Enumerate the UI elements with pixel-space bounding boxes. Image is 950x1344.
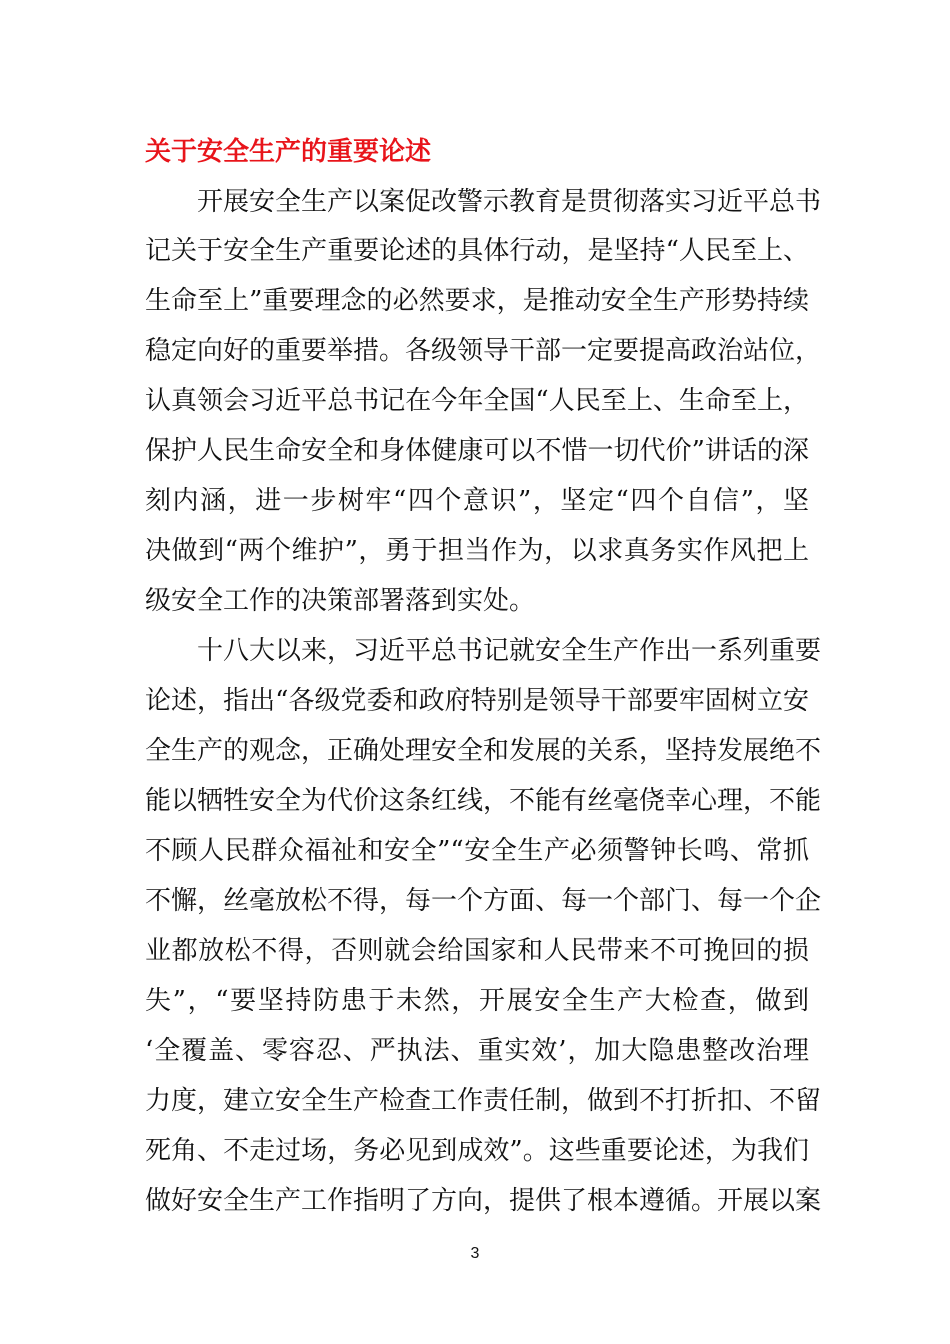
paragraph-2-line: 力度，建立安全生产检查工作责任制，做到不打折扣、不留	[145, 1086, 822, 1116]
paragraph-2-line: 失”，“要坚持防患于未然，开展安全生产大检查，做到	[145, 986, 809, 1016]
paragraph-2-line: 论述，指出“各级党委和政府特别是领导干部要牢固树立安	[145, 686, 809, 716]
paragraph-2-line: ‘全覆盖、零容忍、严执法、重实效’，加大隐患整改治理	[145, 1036, 809, 1066]
paragraph-1-line: 生命至上”重要理念的必然要求，是推动安全生产形势持续	[145, 286, 809, 316]
paragraph-1-line: 开展安全生产以案促改警示教育是贯彻落实习近平总书	[197, 187, 822, 217]
paragraph-1-line: 保护人民生命安全和身体健康可以不惜一切代价”讲话的深	[145, 436, 809, 466]
paragraph-2-line: 业都放松不得，否则就会给国家和人民带来不可挽回的损	[145, 936, 809, 966]
paragraph-2-line: 十八大以来，习近平总书记就安全生产作出一系列重要	[197, 636, 822, 666]
paragraph-1-line: 记关于安全生产重要论述的具体行动，是坚持“人民至上、	[145, 236, 809, 266]
page-number: 3	[470, 1245, 480, 1262]
paragraph-1-line: 稳定向好的重要举措。各级领导干部一定要提高政治站位，	[145, 336, 822, 366]
paragraph-2-line: 不懈，丝毫放松不得，每一个方面、每一个部门、每一个企	[145, 886, 822, 916]
paragraph-2-line: 做好安全生产工作指明了方向，提供了根本遵循。开展以案	[145, 1186, 822, 1216]
paragraph-2-line: 不顾人民群众福祉和安全”“安全生产必须警钟长鸣、常抓	[145, 836, 809, 866]
paragraph-1-line: 决做到“两个维护”，勇于担当作为，以求真务实作风把上	[145, 536, 809, 566]
paragraph-1-line: 认真领会习近平总书记在今年全国“人民至上、生命至上，	[145, 386, 809, 416]
paragraph-1-line: 级安全工作的决策部署落到实处。	[145, 586, 536, 616]
section-heading: 关于安全生产的重要论述	[145, 137, 432, 167]
paragraph-2-line: 全生产的观念，正确处理安全和发展的关系，坚持发展绝不	[145, 736, 822, 766]
paragraph-1-line: 刻内涵，进一步树牢“四个意识”，坚定“四个自信”，坚	[145, 486, 809, 516]
paragraph-2-line: 死角、不走过场，务必见到成效”。这些重要论述，为我们	[145, 1136, 809, 1166]
paragraph-2-line: 能以牺牲安全为代价这条红线，不能有丝毫侥幸心理，不能	[145, 786, 822, 816]
